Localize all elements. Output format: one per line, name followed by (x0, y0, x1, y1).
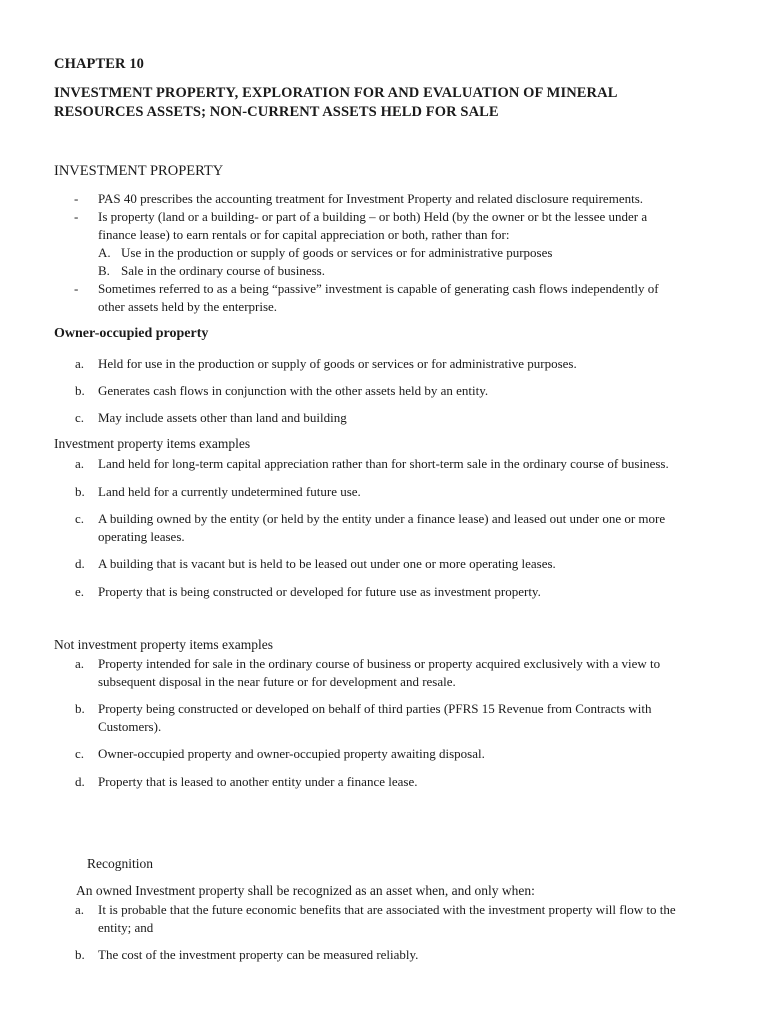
sub-item-marker: B. (98, 263, 110, 278)
list-marker: e. (75, 584, 85, 599)
ip-examples-label: Investment property items examples (54, 436, 251, 451)
list-item-continuation: subsequent disposal in the near future or for development and resale. (98, 674, 456, 689)
title-line-1: INVESTMENT PROPERTY, EXPLORATION FOR AND EVALUATION OF MINERAL (54, 85, 618, 101)
list-marker: a. (75, 456, 85, 471)
recognition-intro: An owned Investment property shall be recognized as an asset when, and only when: (76, 883, 535, 898)
list-item: Land held for long-term capital appreciation rather than for short-term sale in the ordinary course of business. (98, 456, 669, 471)
list-marker: c. (75, 410, 85, 425)
owner-occupied-heading: Owner-occupied property (54, 326, 209, 341)
bullet-2-line-1: Is property (land or a building- or part of a building – or both) Held (by the owner or bt the lessee under a (98, 209, 648, 224)
list-item: Held for use in the production or supply of goods or services or for administrative purposes. (98, 356, 577, 371)
dash-marker: - (74, 209, 79, 224)
dash-marker: - (74, 281, 79, 296)
list-marker: a. (75, 656, 85, 671)
dash-marker: - (74, 191, 79, 206)
list-item-continuation: Customers). (98, 719, 162, 734)
list-marker: c. (75, 746, 85, 761)
list-item: The cost of the investment property can be measured reliably. (98, 947, 419, 962)
list-marker: a. (75, 356, 85, 371)
chapter-heading: CHAPTER 10 (54, 56, 145, 72)
sub-item-text: Use in the production or supply of goods or services or for administrative purposes (121, 245, 553, 260)
sub-item-text: Sale in the ordinary course of business. (121, 263, 325, 278)
recognition-heading: Recognition (87, 856, 153, 871)
list-marker: d. (75, 774, 85, 789)
bullet-3-line-2: other assets held by the enterprise. (98, 299, 278, 314)
list-marker: b. (75, 484, 85, 499)
list-item-continuation: operating leases. (98, 529, 185, 544)
list-item: May include assets other than land and building (98, 410, 347, 425)
bullet-2-line-2: finance lease) to earn rentals or for capital appreciation or both, rather than for: (98, 227, 510, 242)
list-marker: a. (75, 902, 85, 917)
list-marker: b. (75, 383, 85, 398)
list-marker: b. (75, 947, 85, 962)
list-item: Property that is leased to another entity under a finance lease. (98, 774, 418, 789)
not-ip-examples-label: Not investment property items examples (54, 637, 273, 652)
list-item: It is probable that the future economic benefits that are associated with the investment property will flow to the (98, 902, 676, 917)
list-item: Property that is being constructed or developed for future use as investment property. (98, 584, 541, 599)
list-item: Land held for a currently undetermined future use. (98, 484, 361, 499)
list-item: A building that is vacant but is held to be leased out under one or more operating leases. (98, 556, 556, 571)
list-marker: b. (75, 701, 85, 716)
section-heading-investment-property: INVESTMENT PROPERTY (54, 163, 224, 179)
list-marker: d. (75, 556, 85, 571)
bullet-3-line-1: Sometimes referred to as a being “passive” investment is capable of generating cash flows independently of (98, 281, 659, 296)
list-marker: c. (75, 511, 85, 526)
list-item: Owner-occupied property and owner-occupied property awaiting disposal. (98, 746, 485, 761)
list-item: Generates cash flows in conjunction with the other assets held by an entity. (98, 383, 489, 398)
title-line-2: RESOURCES ASSETS; NON-CURRENT ASSETS HELD FOR SALE (54, 104, 499, 120)
bullet-1-line-1: PAS 40 prescribes the accounting treatment for Investment Property and related disclosure requirements. (98, 191, 644, 206)
list-item: Property being constructed or developed on behalf of third parties (PFRS 15 Revenue from Contracts with (98, 701, 652, 716)
list-item-continuation: entity; and (98, 920, 154, 935)
sub-item-marker: A. (98, 245, 111, 260)
list-item: A building owned by the entity (or held by the entity under a finance lease) and leased out under one or more (98, 511, 666, 526)
list-item: Property intended for sale in the ordinary course of business or property acquired exclusively with a view to (98, 656, 661, 671)
